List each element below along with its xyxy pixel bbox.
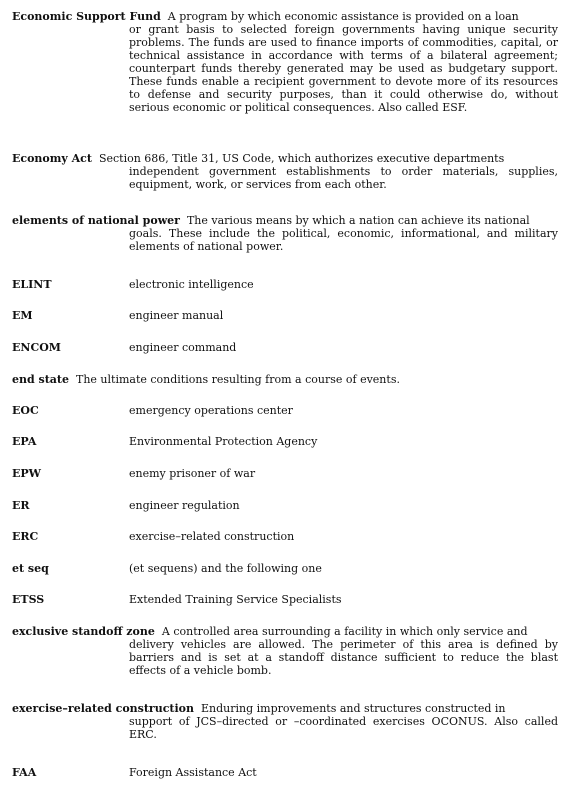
entry-expansion: (et sequens) and the following one (129, 562, 322, 575)
entry-term: elements of national power (12, 214, 180, 227)
entry-term: end state (12, 373, 69, 386)
entry-term: EOC (12, 404, 39, 417)
entry-expansion: Extended Training Service Specialists (129, 593, 342, 606)
entry-term: FAA (12, 766, 37, 779)
entry-expansion: enemy prisoner of war (129, 467, 256, 480)
entry-expansion: engineer regulation (129, 499, 240, 512)
entry-definition-rest: independent government establishments to order materials, supplies, equipment, work, or services from each other. (129, 165, 558, 191)
entry-exclusive-standoff-zone (12, 625, 558, 677)
entry-expansion: engineer manual (129, 309, 224, 322)
entry-definition-rest: or grant basis to selected foreign governments having unique security problems. The funds are used to finance imports of commodities, capital, or technical assistance in accordance with terms of a bilateral agreement; counterpart funds thereby generated may be used as budgetary support. These funds enable a recipient government to devote more of its resources to defense and security purposes, than it could otherwise do, without serious economic or political consequences. Also called ESF. (129, 23, 558, 114)
entry-definition-rest: delivery vehicles are allowed. The perimeter of this area is defined by barriers and is set at a standoff distance sufficient to reduce the blast effects of a vehicle bomb. (129, 638, 558, 677)
entry-term: EM (12, 309, 33, 322)
entry-elements-of-national-power (12, 214, 558, 253)
entry-term: Economy Act (12, 152, 92, 165)
entry-term: exclusive standoff zone (12, 625, 155, 638)
entry-definition-rest: support of JCS–directed or –coordinated exercises OCONUS. Also called ERC. (129, 715, 558, 741)
entry-definition-first: The various means by which a nation can achieve its national (186, 214, 530, 227)
entry-term: EPA (12, 435, 37, 448)
entry-definition-first: A controlled area surrounding a facility in which only service and (161, 625, 528, 638)
entry-economic-support-fund (12, 10, 558, 114)
entry-term: ER (12, 499, 30, 512)
entry-term: EPW (12, 467, 42, 480)
entry-definition-first: A program by which economic assistance is provided on a loan (167, 10, 519, 23)
entry-term: ERC (12, 530, 39, 543)
entry-expansion: engineer command (129, 341, 237, 354)
entry-economy-act (12, 152, 558, 191)
entry-term: exercise–related construction (12, 702, 195, 715)
entry-term: Economic Support Fund (12, 10, 161, 23)
entry-expansion: Foreign Assistance Act (129, 766, 257, 779)
entry-end-state (12, 373, 558, 386)
entry-definition-rest: goals. These include the political, economic, informational, and military elements of national power. (129, 227, 558, 253)
entry-term: ETSS (12, 593, 45, 606)
entry-definition-first: Enduring improvements and structures constructed in (201, 702, 506, 715)
entry-term: et seq (12, 562, 49, 575)
entry-term: ENCOM (12, 341, 61, 354)
entry-expansion: Environmental Protection Agency (129, 435, 318, 448)
entry-expansion: electronic intelligence (129, 278, 254, 291)
entry-definition-first: Section 686, Title 31, US Code, which authorizes executive departments (98, 152, 505, 165)
entry-definition-first: The ultimate conditions resulting from a course of events. (76, 373, 400, 386)
entry-expansion: emergency operations center (129, 404, 293, 417)
entry-term: ELINT (12, 278, 52, 291)
entry-exercise-related-construction (12, 702, 558, 741)
entry-expansion: exercise–related construction (129, 530, 295, 543)
